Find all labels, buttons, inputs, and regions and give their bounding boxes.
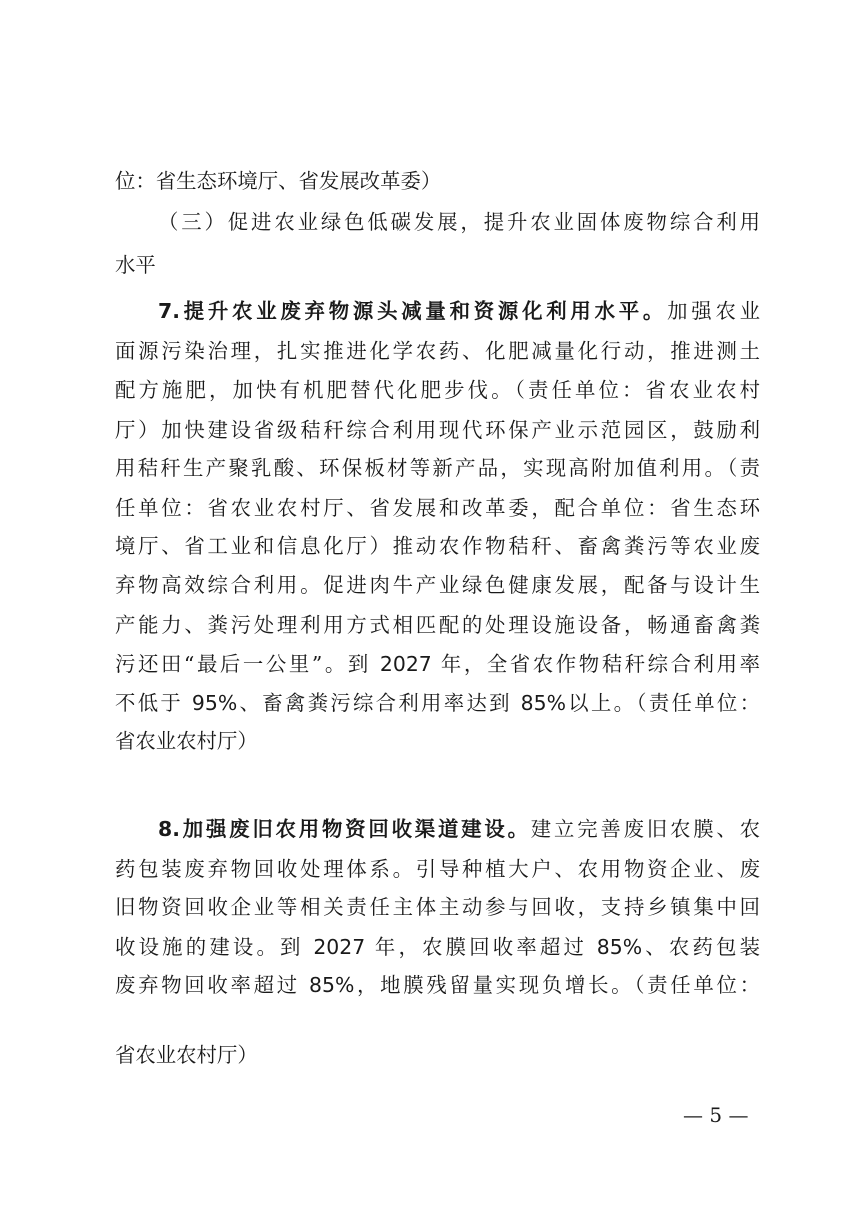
line-text: 弃物高效综合利用。促进肉牛产业绿色健康发展，配备与设计生: [115, 573, 760, 597]
text-line: [115, 336, 760, 366]
item-8-heading-line: [158, 814, 760, 844]
line-text: 、畜禽粪污综合利用率达到: [237, 691, 521, 715]
line-text: 境厅、省工业和信息化厅）推动农作物秸秆、畜禽粪污等农业废: [115, 534, 760, 558]
line-text: 药包装废弃物回收处理体系。引导种植大户、农用物资企业、废: [115, 857, 760, 881]
percent-value: 95%: [191, 691, 238, 715]
line-text: 产能力、粪污处理利用方式相匹配的处理设施设备，畅通畜禽粪: [115, 613, 760, 637]
year-value: 2027: [379, 652, 432, 676]
line-text: 位：省生态环境厅、省发展改革委）: [115, 169, 442, 193]
line-text: 省农业农村厅）: [115, 1043, 258, 1067]
line-text: 水平: [115, 253, 156, 277]
text-line: [115, 453, 760, 483]
line-text: 用秸秆生产聚乳酸、环保板材等新产品，实现高附加值利用。（责: [115, 456, 760, 480]
percent-value: 85%: [596, 935, 643, 959]
percent-value: 85%: [309, 973, 355, 997]
line-text: 污还田“最后一公里”。到: [115, 652, 380, 676]
section-heading-cont: [115, 250, 760, 280]
year-value: 2027: [313, 935, 366, 959]
text-line: [115, 688, 760, 718]
text-line: [115, 166, 760, 196]
text-line: [115, 892, 760, 922]
page-number: — 5 —: [683, 1103, 749, 1127]
text-line: [115, 493, 760, 523]
text-line: [115, 970, 760, 1000]
line-text: 、农药包装: [642, 935, 761, 959]
line-text: 以上。（责任单位：: [565, 691, 760, 715]
text-line: [115, 1040, 760, 1070]
line-text: 面源污染治理，扎实推进化学农药、化肥减量化行动，推进测土: [115, 339, 760, 363]
line-text: ，地膜残留量实现负增长。（责任单位：: [354, 973, 760, 997]
text-line: [115, 570, 760, 600]
text-line: [115, 375, 760, 405]
item-8-title: 8.加强废旧农用物资回收渠道建设。: [158, 817, 531, 841]
line-text: 收设施的建设。到: [115, 935, 314, 959]
percent-value: 85%: [520, 691, 566, 715]
line-text: 不低于: [115, 691, 192, 715]
text-line: [115, 854, 760, 884]
line-text: 省农业农村厅）: [115, 729, 258, 753]
line-text: 配方施肥，加快有机肥替代化肥步伐。（责任单位：省农业农村: [115, 378, 760, 402]
text-line: [115, 726, 760, 756]
item-7-heading-line: [158, 296, 760, 326]
text-line: [115, 415, 760, 445]
section-heading: [158, 207, 760, 237]
item-7-title: 7.提升农业废弃物源头减量和资源化利用水平。: [158, 299, 668, 323]
line-text: 废弃物回收率超过: [115, 973, 310, 997]
line-text: 建立完善废旧农膜、农: [530, 817, 761, 841]
line-text: 任单位：省农业农村厅、省发展和改革委，配合单位：省生态环: [115, 496, 760, 520]
line-text: 年，全省农作物秸秆综合利用率: [431, 652, 760, 676]
line-text: 厅）加快建设省级秸秆综合利用现代环保产业示范园区，鼓励利: [115, 418, 760, 442]
text-line: [115, 531, 760, 561]
text-line: [115, 932, 760, 962]
line-text: 加强农业: [667, 299, 761, 323]
text-line: [115, 610, 760, 640]
line-text: 旧物资回收企业等相关责任主体主动参与回收，支持乡镇集中回: [115, 895, 760, 919]
text-line: [115, 649, 760, 679]
line-text: （三）促进农业绿色低碳发展，提升农业固体废物综合利用: [158, 210, 760, 234]
line-text: 年，农膜回收率超过: [365, 935, 597, 959]
